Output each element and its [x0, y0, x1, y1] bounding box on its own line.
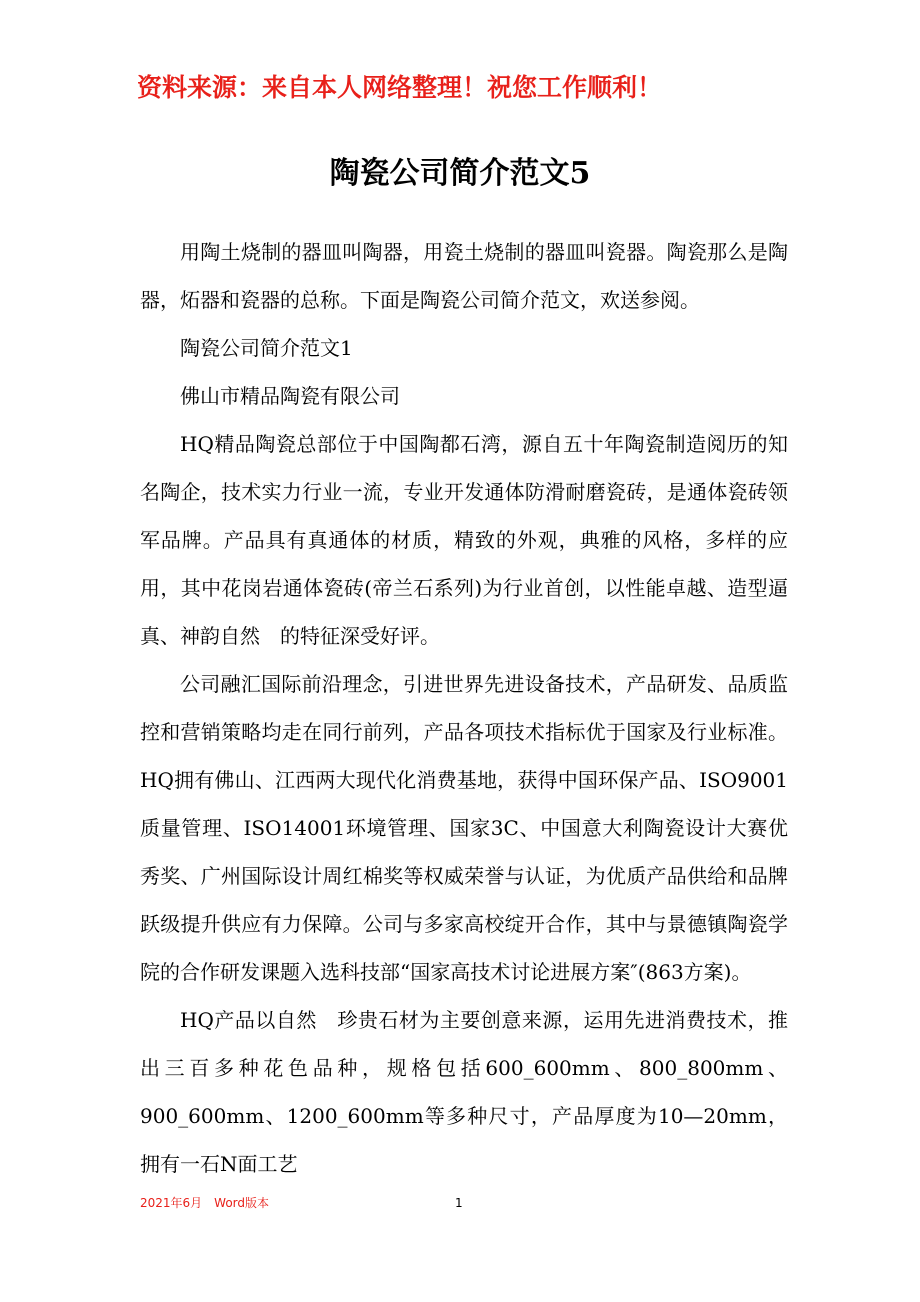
document-title: 陶瓷公司简介范文5 — [329, 156, 591, 191]
body-paragraph: HQ产品以自然 珍贵石材为主要创意来源，运用先进消费技术，推出三百多种花色品种，规格包括600_600mm、800_800mm、900_600mm、1200_600mm等多种尺寸，产品厚度为10—20mm，拥有一石N面工艺 — [140, 1008, 788, 1176]
section-heading: 陶瓷公司简介范文1 — [180, 336, 353, 360]
page-footer — [0, 1192, 920, 1214]
document-body — [140, 228, 788, 1188]
page-number: 1 — [455, 1196, 463, 1210]
body-paragraph: 公司融汇国际前沿理念，引进世界先进设备技术，产品研发、品质监控和营销策略均走在同行前列，产品各项技术指标优于国家及行业标准。HQ拥有佛山、江西两大现代化消费基地，获得中国环保产品、ISO9001质量管理、ISO14001环境管理、国家3C、中国意大利陶瓷设计大赛优秀奖、广州国际设计周红棉奖等权威荣誉与认证，为优质产品供给和品牌跃级提升供应有力保障。公司与多家高校绽开合作，其中与景德镇陶瓷学院的合作研发课题入选科技部“国家高技术讨论进展方案″(863方案)。 — [140, 672, 788, 984]
footer-date-version: 2021年6月 Word版本 — [140, 1196, 270, 1210]
company-name: 佛山市精品陶瓷有限公司 — [180, 384, 400, 408]
source-banner: 资料来源：来自本人网络整理！祝您工作顺利！ — [137, 73, 663, 102]
body-paragraph: HQ精品陶瓷总部位于中国陶都石湾，源自五十年陶瓷制造阅历的知名陶企，技术实力行业一流，专业开发通体防滑耐磨瓷砖，是通体瓷砖领军品牌。产品具有真通体的材质，精致的外观，典雅的风格，多样的应用，其中花岗岩通体瓷砖(帝兰石系列)为行业首创，以性能卓越、造型逼真、神韵自然 的特征深受好评。 — [140, 432, 788, 648]
intro-paragraph: 用陶土烧制的器皿叫陶器，用瓷土烧制的器皿叫瓷器。陶瓷那么是陶器，炻器和瓷器的总称。下面是陶瓷公司简介范文，欢送参阅。 — [140, 240, 788, 312]
